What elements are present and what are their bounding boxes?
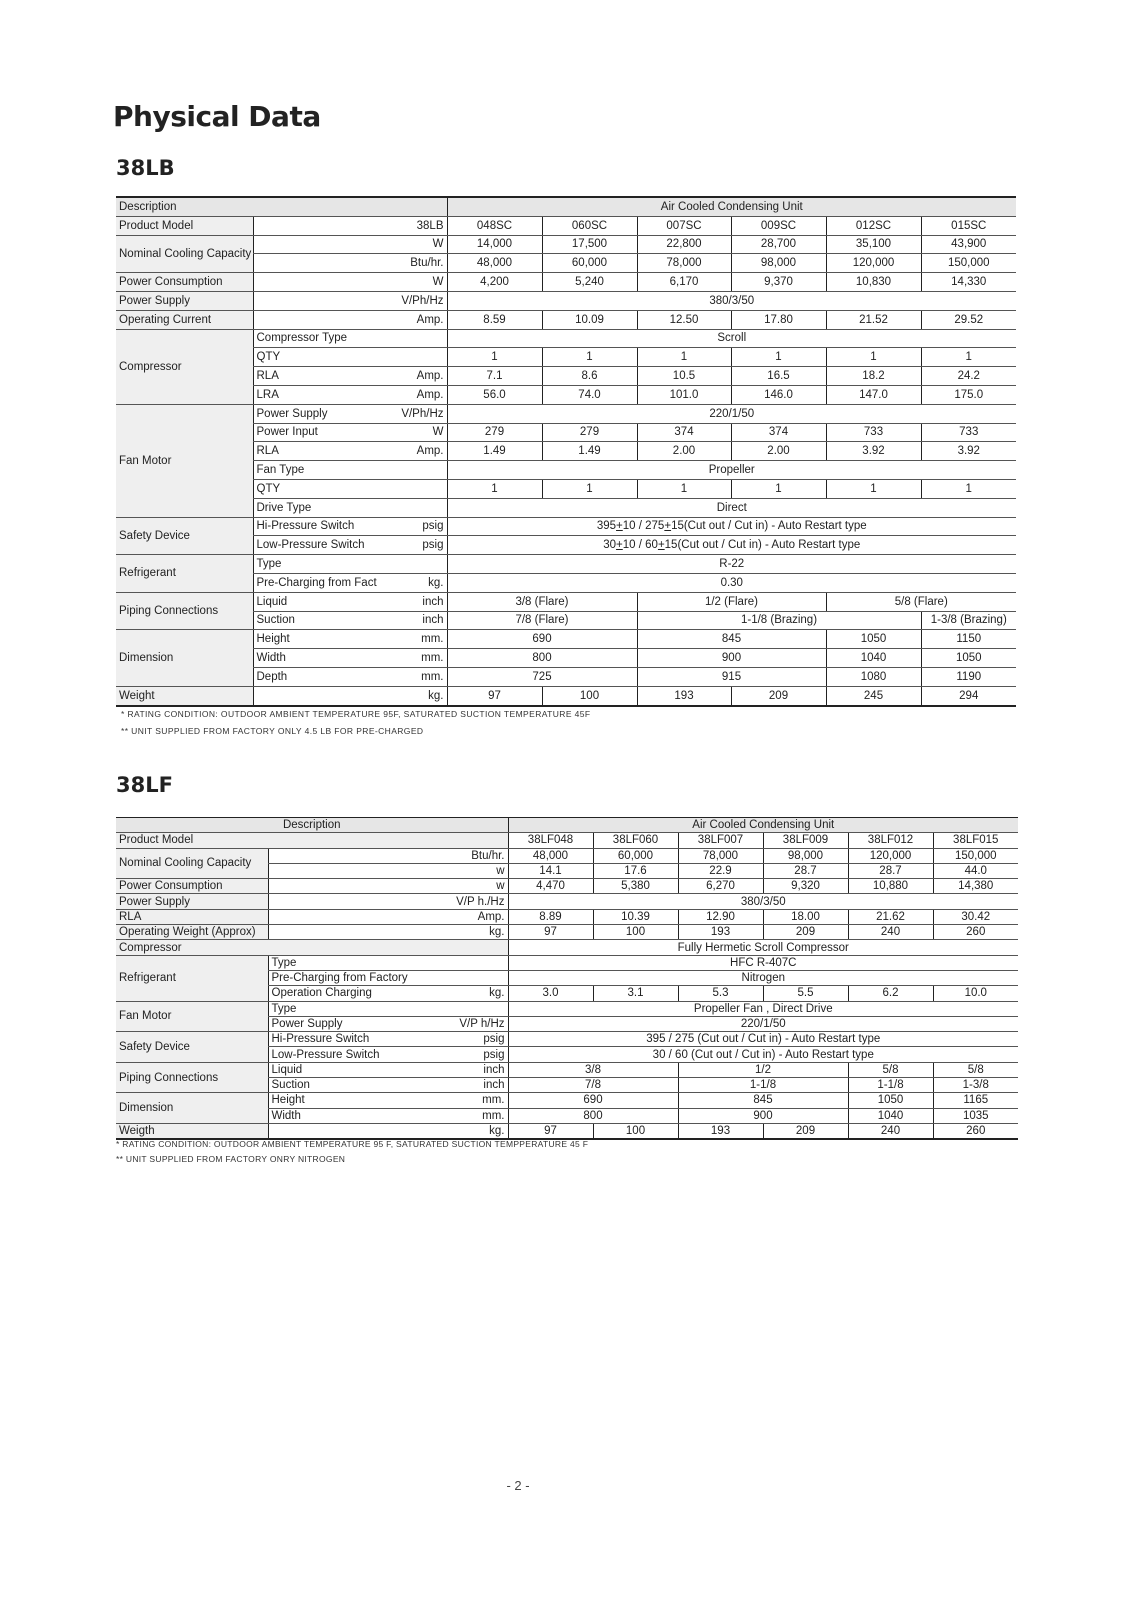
unit-label: Amp.	[348, 442, 447, 461]
model-prefix: 38LB	[253, 216, 447, 235]
sub-label: Type	[268, 955, 508, 970]
value-cell: 98,000	[763, 848, 848, 863]
value-cell: 1-1/8	[678, 1078, 848, 1093]
value-cell: 1/2	[678, 1062, 848, 1077]
value-cell: 374	[637, 423, 731, 442]
value-cell: 48,000	[508, 848, 593, 863]
sub-label: Power Input	[253, 423, 348, 442]
footnote: ** UNIT SUPPLIED FROM FACTORY ONRY NITROGEN	[116, 1154, 346, 1164]
value-cell: 17.80	[731, 310, 826, 329]
row-label: Weigth	[116, 1123, 268, 1139]
model-cell: 048SC	[447, 216, 542, 235]
page-title: Physical Data	[113, 100, 321, 133]
value-cell: 101.0	[637, 385, 731, 404]
unit-label: Btu/hr.	[253, 254, 447, 273]
value-cell: 1	[542, 479, 637, 498]
value-cell: 98,000	[731, 254, 826, 273]
value-cell: 395 / 275 (Cut out / Cut in) - Auto Restart type	[508, 1032, 1018, 1047]
value-cell: 8.89	[508, 909, 593, 924]
row-label: Compressor	[116, 940, 508, 955]
value-cell: 7.1	[447, 367, 542, 386]
value-cell: 17.6	[593, 863, 678, 878]
sub-label: Width	[268, 1108, 421, 1123]
value-cell: 14,330	[921, 273, 1016, 292]
value-cell: 60,000	[593, 848, 678, 863]
row-label: Nominal Cooling Capacity	[116, 235, 253, 273]
value-cell: Scroll	[447, 329, 1016, 348]
model-cell: 060SC	[542, 216, 637, 235]
value-cell: 193	[678, 925, 763, 940]
sub-label: Drive Type	[253, 498, 447, 517]
value-cell: 1-3/8 (Brazing)	[921, 611, 1016, 630]
row-label: Power Supply	[116, 894, 268, 909]
value-cell: 3/8	[508, 1062, 678, 1077]
sub-label: RLA	[253, 367, 348, 386]
value-cell: 3.0	[508, 986, 593, 1001]
value-cell: 7/8	[508, 1078, 678, 1093]
value-cell: 1-3/8	[933, 1078, 1018, 1093]
value-cell: 48,000	[447, 254, 542, 273]
value-cell: 1.49	[542, 442, 637, 461]
unit-type: Air Cooled Condensing Unit	[508, 818, 1018, 833]
value-cell: 193	[678, 1123, 763, 1139]
value-cell: 1	[542, 348, 637, 367]
value-cell: Propeller Fan , Direct Drive	[508, 1001, 1018, 1016]
value-cell: 845	[678, 1093, 848, 1108]
value-cell: 380/3/50	[447, 291, 1016, 310]
unit-label: mm.	[348, 649, 447, 668]
value-cell: 175.0	[921, 385, 1016, 404]
row-label: Refrigerant	[116, 555, 253, 593]
value-cell: 43,900	[921, 235, 1016, 254]
value-cell: 60,000	[542, 254, 637, 273]
value-cell: 18.00	[763, 909, 848, 924]
value-cell: 10,830	[826, 273, 921, 292]
value-cell: 16.5	[731, 367, 826, 386]
value-cell: 10.09	[542, 310, 637, 329]
sub-label: Low-Pressure Switch	[253, 536, 348, 555]
value-cell: 24.2	[921, 367, 1016, 386]
value-cell: 74.0	[542, 385, 637, 404]
sub-label: Low-Pressure Switch	[268, 1047, 421, 1062]
row-label: Piping Connections	[116, 592, 253, 630]
sub-label: Pre-Charging from Fact	[253, 573, 348, 592]
unit-label: mm.	[421, 1108, 508, 1123]
value-cell: 1050	[826, 630, 921, 649]
unit-label: w	[268, 879, 508, 894]
value-cell: 22,800	[637, 235, 731, 254]
sub-label: Depth	[253, 667, 348, 686]
sub-label: Compressor Type	[253, 329, 447, 348]
value-cell: 380/3/50	[508, 894, 1018, 909]
value-cell: 900	[637, 649, 826, 668]
value-cell: 193	[637, 686, 731, 705]
row-label: Refrigerant	[116, 955, 268, 1001]
sub-label: Operation Charging	[268, 986, 421, 1001]
value-cell: 374	[731, 423, 826, 442]
value-cell: 1-1/8	[848, 1078, 933, 1093]
value-cell: 9,370	[731, 273, 826, 292]
model-cell: 38LF048	[508, 833, 593, 848]
value-cell: 30.42	[933, 909, 1018, 924]
unit-label: w	[268, 863, 508, 878]
row-label: Safety Device	[116, 1032, 268, 1063]
value-cell: 733	[826, 423, 921, 442]
value-cell: 21.62	[848, 909, 933, 924]
unit-label: V/P h/Hz	[421, 1016, 508, 1031]
unit-label: W	[253, 235, 447, 254]
unit-label: kg.	[268, 1123, 508, 1139]
value-cell: 5/8 (Flare)	[826, 592, 1016, 611]
value-cell: 1040	[826, 649, 921, 668]
sub-label: Pre-Charging from Factory	[268, 970, 508, 985]
row-label: Nominal Cooling Capacity	[116, 848, 268, 879]
unit-label: Amp.	[253, 310, 447, 329]
value-cell: 150,000	[933, 848, 1018, 863]
value-cell: 1	[826, 348, 921, 367]
page-number: - 2 -	[506, 1478, 530, 1493]
value-cell: 5,240	[542, 273, 637, 292]
description-label: Description	[116, 818, 508, 833]
unit-label: W	[348, 423, 447, 442]
value-cell: 845	[637, 630, 826, 649]
value-cell: 120,000	[826, 254, 921, 273]
unit-type: Air Cooled Condensing Unit	[447, 197, 1016, 216]
value-cell: 6,170	[637, 273, 731, 292]
value-cell: 690	[508, 1093, 678, 1108]
sub-label: Power Supply	[268, 1016, 421, 1031]
value-cell: 12.50	[637, 310, 731, 329]
value-cell: 5/8	[933, 1062, 1018, 1077]
value-cell: 279	[447, 423, 542, 442]
value-cell: 28.7	[763, 863, 848, 878]
model-cell: 38LF009	[763, 833, 848, 848]
value-cell: 8.6	[542, 367, 637, 386]
value-cell: 10.0	[933, 986, 1018, 1001]
value-cell: 1	[447, 479, 542, 498]
value-cell: 900	[678, 1108, 848, 1123]
row-label: Product Model	[116, 216, 253, 235]
sub-label: Width	[253, 649, 348, 668]
unit-label: mm.	[348, 667, 447, 686]
row-label: Power Consumption	[116, 879, 268, 894]
model-cell: 38LF060	[593, 833, 678, 848]
footnote: * RATING CONDITION: OUTDOOR AMBIENT TEMPERATURE 95F, SATURATED SUCTION TEMPERATURE 45F	[121, 709, 591, 719]
row-label: Operating Weight (Approx)	[116, 925, 268, 940]
value-cell: 220/1/50	[508, 1016, 1018, 1031]
value-cell: 1050	[848, 1093, 933, 1108]
unit-label: inch	[348, 592, 447, 611]
value-cell: 18.2	[826, 367, 921, 386]
value-cell: 100	[593, 925, 678, 940]
unit-label: mm.	[348, 630, 447, 649]
unit-label: Amp.	[348, 385, 447, 404]
sub-label: Type	[253, 555, 447, 574]
row-label: Dimension	[116, 630, 253, 686]
value-cell: 21.52	[826, 310, 921, 329]
value-cell: 28,700	[731, 235, 826, 254]
row-label: Power Supply	[116, 291, 253, 310]
spec-table-38lf	[116, 817, 1018, 1140]
sub-label: Height	[253, 630, 348, 649]
value-cell: 12.90	[678, 909, 763, 924]
value-cell: 294	[921, 686, 1016, 705]
value-cell: 150,000	[921, 254, 1016, 273]
value-cell: Fully Hermetic Scroll Compressor	[508, 940, 1018, 955]
value-cell: 97	[508, 925, 593, 940]
section-title-38lb: 38LB	[116, 156, 175, 180]
unit-label: W	[253, 273, 447, 292]
row-label: Safety Device	[116, 517, 253, 555]
value-cell: 147.0	[826, 385, 921, 404]
value-cell: 3.92	[826, 442, 921, 461]
row-label: Compressor	[116, 329, 253, 404]
value-cell: 800	[508, 1108, 678, 1123]
value-cell: 8.59	[447, 310, 542, 329]
unit-label: mm.	[421, 1093, 508, 1108]
unit-label: psig	[348, 536, 447, 555]
value-cell: 14,000	[447, 235, 542, 254]
value-cell: 690	[447, 630, 637, 649]
value-cell: 725	[447, 667, 637, 686]
value-cell: 4,470	[508, 879, 593, 894]
unit-label: V/P h./Hz	[268, 894, 508, 909]
value-cell: 7/8 (Flare)	[447, 611, 637, 630]
value-cell: 915	[637, 667, 826, 686]
row-label: Weight	[116, 686, 253, 705]
value-cell: 14,380	[933, 879, 1018, 894]
sub-label: QTY	[253, 479, 447, 498]
unit-label: kg.	[253, 686, 447, 705]
value-cell: 10.39	[593, 909, 678, 924]
value-cell: 97	[508, 1123, 593, 1139]
sub-label: Power Supply	[253, 404, 348, 423]
sub-label: Suction	[253, 611, 348, 630]
unit-label: Amp.	[268, 909, 508, 924]
model-cell: 38LF012	[848, 833, 933, 848]
unit-label: kg.	[268, 925, 508, 940]
model-cell: 007SC	[637, 216, 731, 235]
unit-label: inch	[421, 1078, 508, 1093]
value-cell: 14.1	[508, 863, 593, 878]
sub-label: Type	[268, 1001, 508, 1016]
unit-label: inch	[348, 611, 447, 630]
unit-label: psig	[421, 1047, 508, 1062]
value-cell: 1	[921, 479, 1016, 498]
model-cell: 38LF015	[933, 833, 1018, 848]
sub-label: Height	[268, 1093, 421, 1108]
value-cell: 10,880	[848, 879, 933, 894]
footnote: * RATING CONDITION: OUTDOOR AMBIENT TEMPERATURE 95 F, SATURATED SUCTION TEMPPERATURE 45 F	[116, 1139, 589, 1149]
unit-label: Btu/hr.	[268, 848, 508, 863]
spec-table-38lb	[116, 196, 1016, 707]
sub-label: Suction	[268, 1078, 421, 1093]
value-cell: 1040	[848, 1108, 933, 1123]
value-cell: 2.00	[637, 442, 731, 461]
value-cell: 3.1	[593, 986, 678, 1001]
value-cell: 1	[637, 348, 731, 367]
value-cell: 120,000	[848, 848, 933, 863]
unit-label: inch	[421, 1062, 508, 1077]
row-label: Dimension	[116, 1093, 268, 1124]
value-cell: 78,000	[637, 254, 731, 273]
sub-label: Liquid	[253, 592, 348, 611]
value-cell: 1150	[921, 630, 1016, 649]
value-cell: 1	[826, 479, 921, 498]
value-cell: 56.0	[447, 385, 542, 404]
value-cell: Direct	[447, 498, 1016, 517]
value-cell: 240	[848, 1123, 933, 1139]
value-cell: 2.00	[731, 442, 826, 461]
value-cell: 97	[447, 686, 542, 705]
value-cell: 279	[542, 423, 637, 442]
value-cell: 5.5	[763, 986, 848, 1001]
value-cell: 22.9	[678, 863, 763, 878]
value-cell: 29.52	[921, 310, 1016, 329]
value-cell: R-22	[447, 555, 1016, 574]
value-cell: 733	[921, 423, 1016, 442]
unit-label: Amp.	[348, 367, 447, 386]
value-cell: 209	[763, 1123, 848, 1139]
value-cell: 4,200	[447, 273, 542, 292]
unit-label: V/Ph/Hz	[253, 291, 447, 310]
row-label: Power Consumption	[116, 273, 253, 292]
value-cell: 35,100	[826, 235, 921, 254]
value-cell: 1050	[921, 649, 1016, 668]
model-cell: 009SC	[731, 216, 826, 235]
value-cell: 9,320	[763, 879, 848, 894]
value-cell: 0.30	[447, 573, 1016, 592]
value-cell: 395+10 / 275+15(Cut out / Cut in) - Auto Restart type	[447, 517, 1016, 536]
value-cell: 6.2	[848, 986, 933, 1001]
row-label: Fan Motor	[116, 404, 253, 517]
value-cell: 260	[933, 1123, 1018, 1139]
value-cell: HFC R-407C	[508, 955, 1018, 970]
value-cell: 1	[637, 479, 731, 498]
value-cell: 1165	[933, 1093, 1018, 1108]
value-cell: 5,380	[593, 879, 678, 894]
value-cell: 800	[447, 649, 637, 668]
footnote: ** UNIT SUPPLIED FROM FACTORY ONLY 4.5 LB FOR PRE-CHARGED	[121, 726, 424, 736]
value-cell: 17,500	[542, 235, 637, 254]
model-cell: 015SC	[921, 216, 1016, 235]
value-cell: 260	[933, 925, 1018, 940]
value-cell: 78,000	[678, 848, 763, 863]
value-cell: 1190	[921, 667, 1016, 686]
value-cell: 44.0	[933, 863, 1018, 878]
value-cell: Propeller	[447, 461, 1016, 480]
value-cell: 10.5	[637, 367, 731, 386]
value-cell: 240	[848, 925, 933, 940]
value-cell: 5/8	[848, 1062, 933, 1077]
value-cell: 209	[763, 925, 848, 940]
section-title-38lf: 38LF	[116, 773, 173, 797]
value-cell: 1.49	[447, 442, 542, 461]
description-label: Description	[116, 197, 447, 216]
row-label: Product Model	[116, 833, 508, 848]
sub-label: Hi-Pressure Switch	[268, 1032, 421, 1047]
value-cell: 1	[731, 348, 826, 367]
value-cell: 28.7	[848, 863, 933, 878]
value-cell: 1	[447, 348, 542, 367]
model-cell: 012SC	[826, 216, 921, 235]
sub-label: RLA	[253, 442, 348, 461]
model-cell: 38LF007	[678, 833, 763, 848]
value-cell: 100	[542, 686, 637, 705]
value-cell: 209	[731, 686, 826, 705]
value-cell: 245	[826, 686, 921, 705]
row-label: Piping Connections	[116, 1062, 268, 1093]
value-cell: 30+10 / 60+15(Cut out / Cut in) - Auto Restart type	[447, 536, 1016, 555]
value-cell: 220/1/50	[447, 404, 1016, 423]
value-cell: 100	[593, 1123, 678, 1139]
value-cell: 1/2 (Flare)	[637, 592, 826, 611]
value-cell: 1	[731, 479, 826, 498]
unit-label: V/Ph/Hz	[348, 404, 447, 423]
sub-label: Hi-Pressure Switch	[253, 517, 348, 536]
value-cell: 6,270	[678, 879, 763, 894]
sub-label: Fan Type	[253, 461, 447, 480]
value-cell: 3/8 (Flare)	[447, 592, 637, 611]
unit-label: kg.	[421, 986, 508, 1001]
value-cell: 5.3	[678, 986, 763, 1001]
unit-label: psig	[348, 517, 447, 536]
value-cell: 1	[921, 348, 1016, 367]
value-cell: 30 / 60 (Cut out / Cut in) - Auto Restart type	[508, 1047, 1018, 1062]
sub-label: LRA	[253, 385, 348, 404]
value-cell: 1035	[933, 1108, 1018, 1123]
sub-label: QTY	[253, 348, 447, 367]
value-cell: 1080	[826, 667, 921, 686]
row-label: RLA	[116, 909, 268, 924]
value-cell: 3.92	[921, 442, 1016, 461]
unit-label: kg.	[348, 573, 447, 592]
row-label: Operating Current	[116, 310, 253, 329]
sub-label: Liquid	[268, 1062, 421, 1077]
unit-label: psig	[421, 1032, 508, 1047]
value-cell: 1-1/8 (Brazing)	[637, 611, 921, 630]
value-cell: 146.0	[731, 385, 826, 404]
row-label: Fan Motor	[116, 1001, 268, 1032]
value-cell: Nitrogen	[508, 970, 1018, 985]
